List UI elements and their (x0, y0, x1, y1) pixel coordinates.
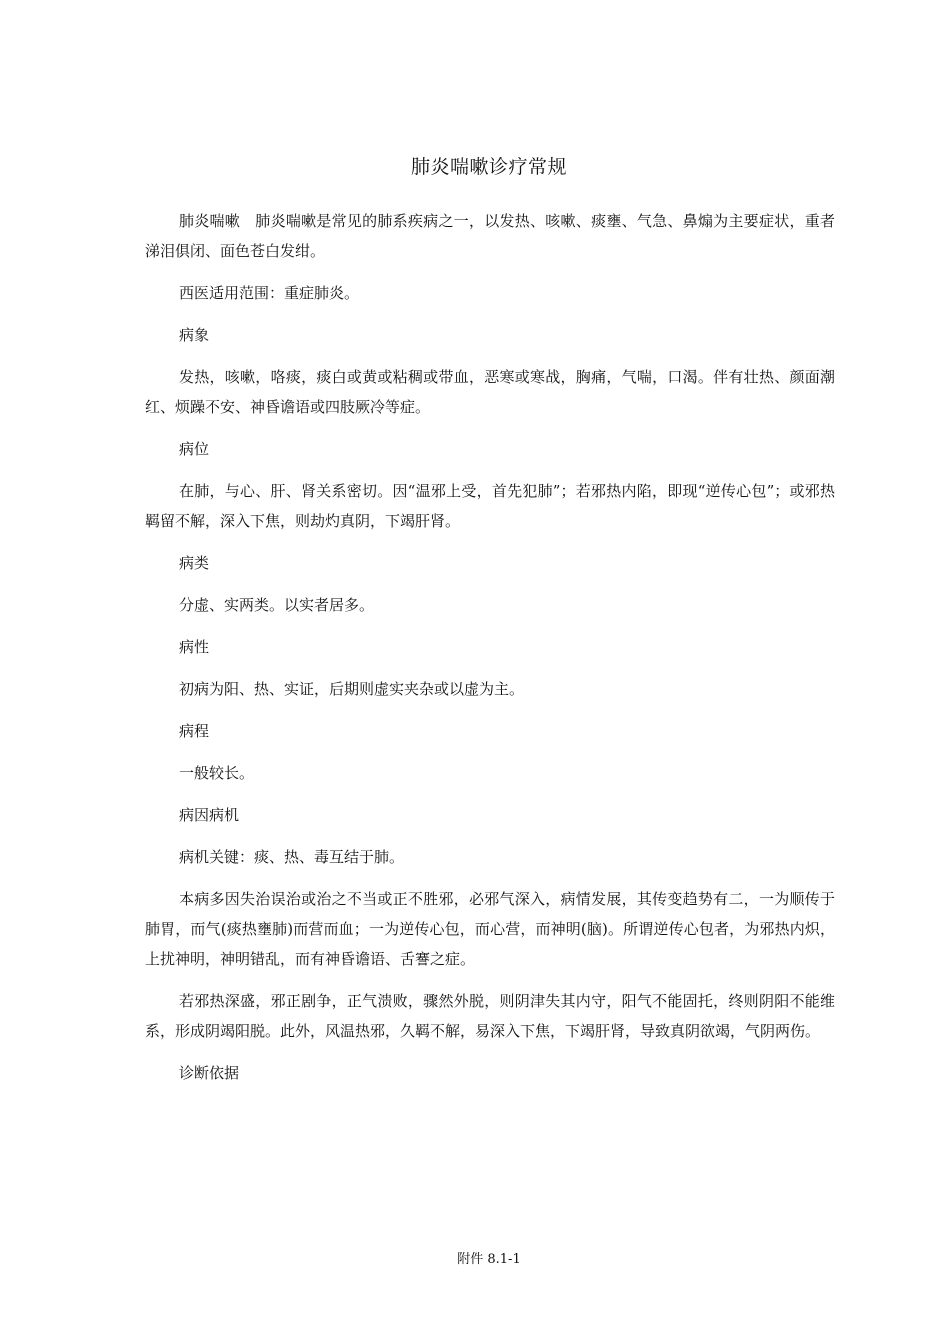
paragraph-nature: 初病为阳、热、实证，后期则虚实夹杂或以虚为主。 (179, 680, 525, 698)
section-heading-course: 病程 (179, 722, 210, 740)
section-heading-symptoms: 病象 (179, 326, 210, 344)
paragraph-symptoms: 发热，咳嗽，咯痰，痰白或黄或粘稠或带血，恶寒或寒战，胸痛，气喘，口渴。伴有壮热、颜面潮红、烦躁不安、神昏谵语或四肢厥冷等症。 (145, 368, 835, 416)
paragraph-course: 一般较长。 (179, 764, 255, 782)
paragraph-key-mechanism: 病机关键：痰、热、毒互结于肺。 (179, 848, 405, 866)
section-heading-nature: 病性 (179, 638, 210, 656)
paragraph-collapse: 若邪热深盛，邪正剧争，正气溃败，骤然外脱，则阴津失其内守，阳气不能固托，终则阴阳不能维系，形成阴竭阳脱。此外，风温热邪，久羁不解，易深入下焦，下竭肝肾，导致真阴欲竭，气阴两伤。 (145, 992, 835, 1040)
paragraph-scope: 西医适用范围：重症肺炎。 (179, 284, 360, 302)
section-heading-category: 病类 (179, 554, 210, 572)
section-heading-diagnosis: 诊断依据 (179, 1064, 240, 1082)
section-heading-location: 病位 (179, 440, 210, 458)
paragraph-intro: 肺炎喘嗽 肺炎喘嗽是常见的肺系疾病之一，以发热、咳嗽、痰壅、气急、鼻煽为主要症状，重者涕泪俱闭、面色苍白发绀。 (145, 212, 835, 260)
page-footer: 附件 8.1-1 (457, 1252, 521, 1267)
paragraph-progression: 本病多因失治误治或治之不当或正不胜邪，必邪气深入，病情发展，其传变趋势有二，一为顺传于肺胃，而气(痰热壅肺)而营而血；一为逆传心包，而心营，而神明(脑)。所谓逆传心包者，为邪热内炽，上扰神明，神明错乱，而有神昏谵语、舌謇之症。 (145, 890, 835, 968)
section-heading-etiology: 病因病机 (179, 806, 240, 824)
paragraph-location: 在肺，与心、肝、肾关系密切。因“温邪上受，首先犯肺”；若邪热内陷，即现“逆传心包”；或邪热羁留不解，深入下焦，则劫灼真阴，下竭肝肾。 (145, 482, 835, 530)
document-title: 肺炎喘嗽诊疗常规 (410, 156, 567, 178)
paragraph-category: 分虚、实两类。以实者居多。 (179, 596, 375, 614)
document-body (145, 206, 835, 1100)
